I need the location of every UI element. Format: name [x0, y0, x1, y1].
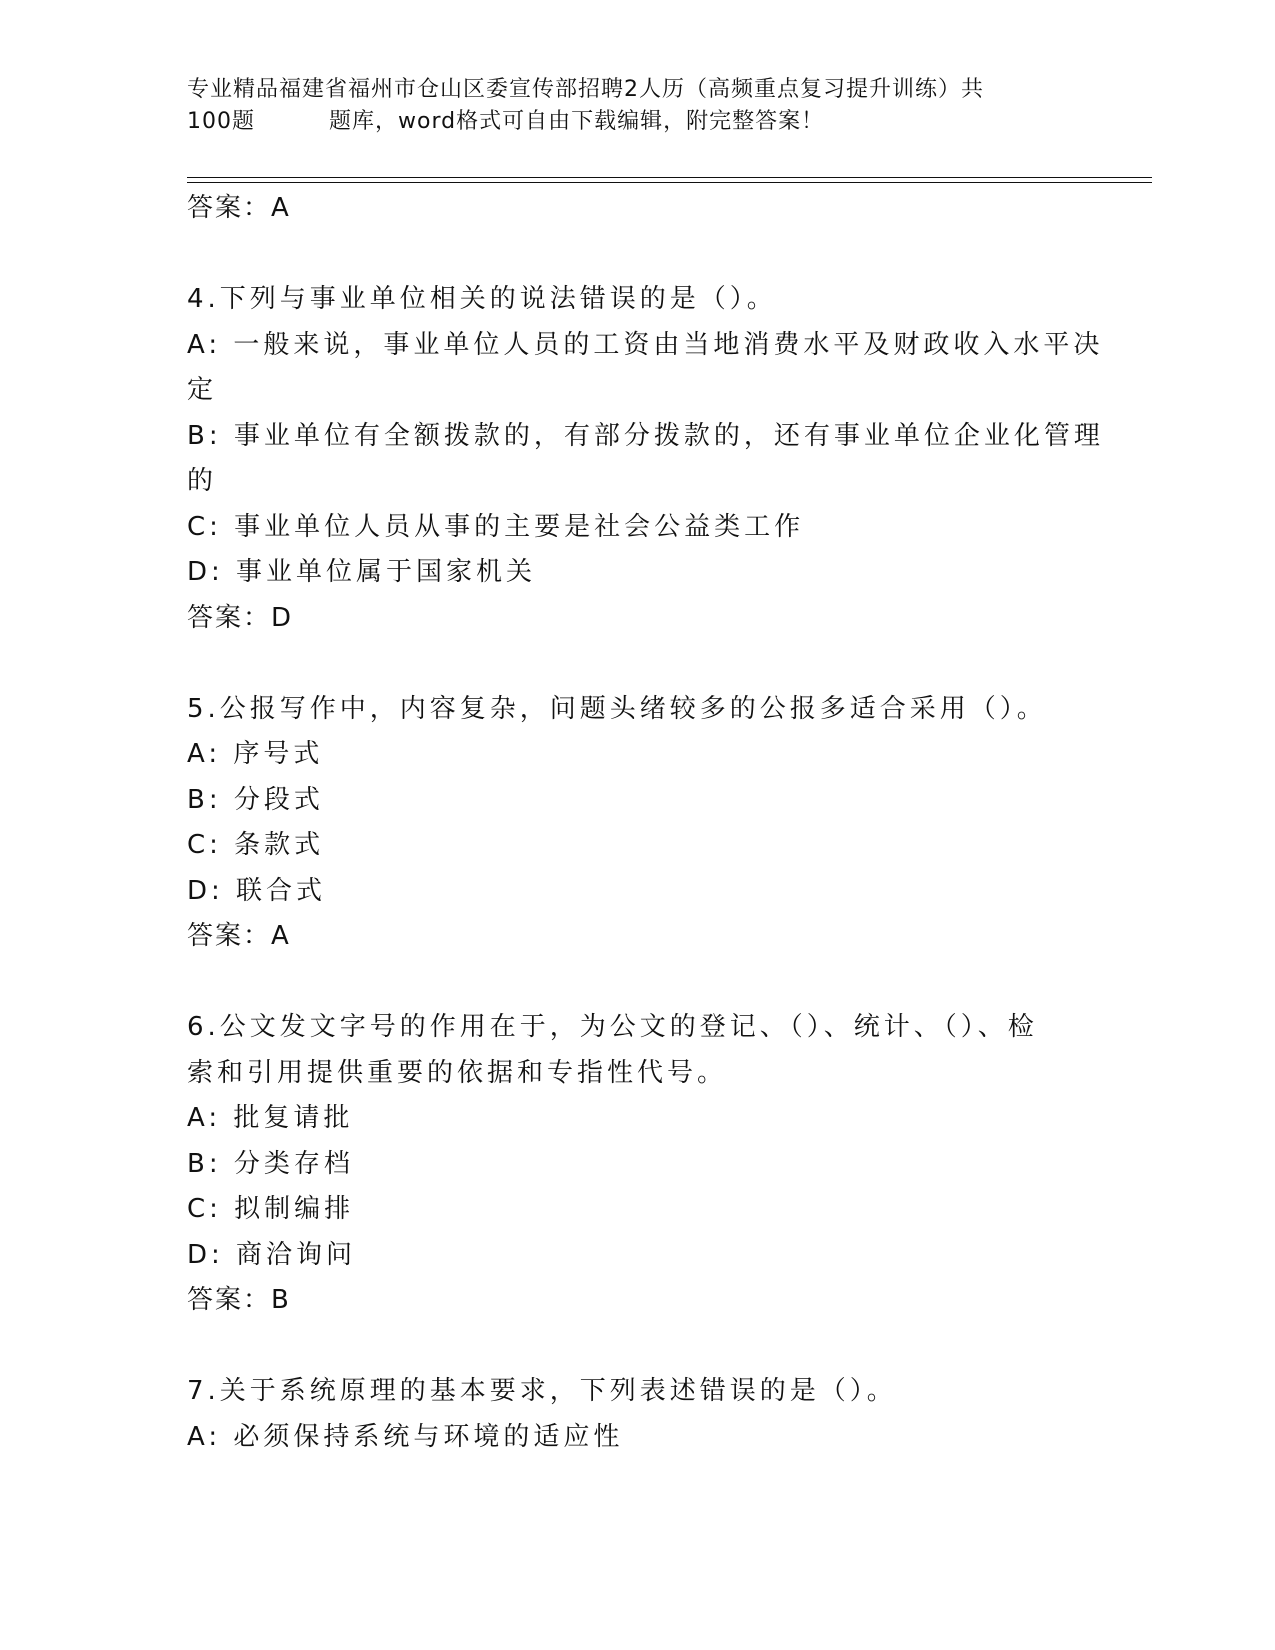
header-title-line-2: [187, 106, 1087, 138]
option-d: D: 事业单位属于国家机关: [187, 557, 537, 587]
question-7: [187, 1369, 1087, 1460]
option-a-continued: 定: [187, 375, 218, 405]
answer-label: 答案：A: [187, 921, 291, 951]
question-stem: 7.关于系统原理的基本要求，下列表述错误的是（）。: [187, 1376, 897, 1406]
spacer: [187, 232, 1087, 278]
header-description: 题库，word格式可自由下载编辑，附完整答案！: [329, 109, 825, 134]
option-b: B: 分段式: [187, 784, 324, 815]
option-a: A: 一般来说，事业单位人员的工资由当地消费水平及财政收入水平决: [187, 329, 1104, 360]
header-rule-bottom: [187, 182, 1152, 183]
question-list: [187, 186, 1104, 1460]
spacer: [187, 641, 1087, 687]
spacer: [187, 960, 1087, 1006]
header-count: 100题: [187, 109, 255, 134]
option-b: B: 事业单位有全额拨款的，有部分拨款的，还有事业单位企业化管理: [187, 420, 1104, 451]
option-c: C: 条款式: [187, 830, 325, 860]
option-a: A: 必须保持系统与环境的适应性: [187, 1421, 624, 1452]
question-stem: 4.下列与事业单位相关的说法错误的是（）。: [187, 284, 777, 314]
answer-label: 答案：A: [187, 193, 291, 223]
answer-label: 答案：B: [187, 1285, 291, 1315]
option-a: A: 批复请批: [187, 1103, 354, 1133]
question-stem: 5.公报写作中，内容复杂，问题头绪较多的公报多适合采用（）。: [187, 693, 1047, 724]
question-4: [187, 277, 1104, 641]
option-d: D: 商洽询问: [187, 1239, 357, 1270]
option-b-continued: 的: [187, 466, 218, 496]
question-stem-continued: 索和引用提供重要的依据和专指性代号。: [187, 1057, 728, 1088]
question-6: [187, 1005, 1087, 1324]
page-header: [187, 74, 1087, 138]
option-c: C: 事业单位人员从事的主要是社会公益类工作: [187, 511, 805, 542]
question-stem: 6.公文发文字号的作用在于，为公文的登记、（）、统计、（）、检: [187, 1012, 1038, 1042]
header-title-line-1: 专业精品福建省福州市仓山区委宣传部招聘2人历（高频重点复习提升训练）共: [187, 77, 984, 102]
option-b: B: 分类存档: [187, 1148, 354, 1179]
spacer: [187, 1324, 1087, 1370]
option-a: A: 序号式: [187, 739, 324, 769]
question-5: [187, 687, 1087, 960]
header-rule-top: [187, 177, 1152, 178]
option-c: C: 拟制编排: [187, 1194, 355, 1224]
option-d: D: 联合式: [187, 875, 327, 906]
answer-label: 答案：D: [187, 602, 294, 633]
